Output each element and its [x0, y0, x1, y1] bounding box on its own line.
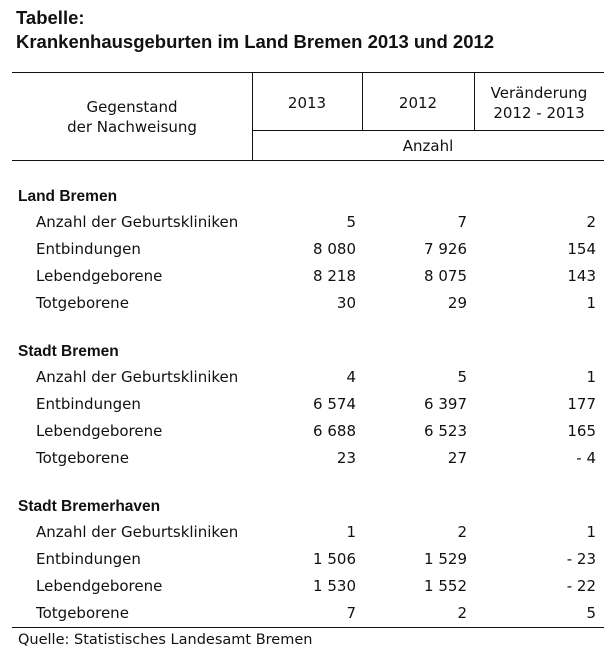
- value-2012: 1 552: [424, 577, 467, 595]
- table-row: [0, 366, 616, 388]
- value-2012: 27: [447, 449, 467, 467]
- value-2012: 5: [457, 368, 467, 386]
- value-2012: 6 397: [424, 395, 467, 413]
- table-row: [0, 292, 616, 314]
- header-subject: [12, 97, 252, 137]
- table-row: [0, 575, 616, 597]
- header-unit: Anzahl: [402, 137, 454, 155]
- header-2012: 2012: [398, 94, 438, 112]
- row-label: Anzahl der Geburtskliniken: [36, 523, 239, 541]
- value-2013: 6 688: [313, 422, 356, 440]
- value-change: 1: [586, 368, 596, 386]
- header-change: [474, 83, 604, 123]
- section-heading: Stadt Bremerhaven: [18, 498, 161, 515]
- value-change: - 22: [566, 577, 596, 595]
- section-heading: Stadt Bremen: [18, 343, 119, 360]
- value-change: 143: [567, 267, 596, 285]
- value-2013: 23: [336, 449, 356, 467]
- value-2012: 1 529: [424, 550, 467, 568]
- table-row: [0, 393, 616, 415]
- header-subject-line-2: der Nachweisung: [67, 118, 197, 136]
- row-label: Totgeborene: [36, 294, 129, 312]
- table-row: [0, 548, 616, 570]
- table-row: [0, 211, 616, 233]
- table-row: [0, 238, 616, 260]
- value-2013: 6 574: [313, 395, 356, 413]
- row-label: Entbindungen: [36, 550, 141, 568]
- value-2013: 1 530: [313, 577, 356, 595]
- value-change: 1: [586, 294, 596, 312]
- header-mid-rule: [252, 130, 604, 131]
- table-row: [0, 447, 616, 469]
- table-row: [0, 265, 616, 287]
- row-label: Anzahl der Geburtskliniken: [36, 368, 239, 386]
- value-change: - 4: [576, 449, 596, 467]
- row-label: Anzahl der Geburtskliniken: [36, 213, 239, 231]
- value-2012: 8 075: [424, 267, 467, 285]
- header-2013: 2013: [287, 94, 327, 112]
- header-top-rule: [12, 72, 604, 73]
- row-label: Totgeborene: [36, 449, 129, 467]
- value-change: 154: [567, 240, 596, 258]
- title-line-2: Krankenhausgeburten im Land Bremen 2013 und 2012: [16, 31, 495, 52]
- value-change: - 23: [566, 550, 596, 568]
- row-label: Totgeborene: [36, 604, 129, 622]
- value-2013: 4: [346, 368, 356, 386]
- value-change: 165: [567, 422, 596, 440]
- header-subject-line-1: Gegenstand: [86, 98, 178, 116]
- value-2012: 2: [457, 523, 467, 541]
- value-2013: 30: [336, 294, 356, 312]
- header-change-line-2: 2012 - 2013: [493, 104, 585, 122]
- value-2012: 29: [447, 294, 467, 312]
- value-change: 177: [567, 395, 596, 413]
- row-label: Entbindungen: [36, 240, 141, 258]
- table-row: [0, 521, 616, 543]
- table-bottom-rule: [12, 627, 604, 628]
- value-2012: 7 926: [424, 240, 467, 258]
- value-2012: 7: [457, 213, 467, 231]
- header-bottom-rule: [12, 160, 604, 161]
- value-change: 5: [586, 604, 596, 622]
- value-2013: 5: [346, 213, 356, 231]
- value-2013: 8 218: [313, 267, 356, 285]
- value-2013: 1 506: [313, 550, 356, 568]
- value-2013: 8 080: [313, 240, 356, 258]
- value-change: 1: [586, 523, 596, 541]
- value-2012: 2: [457, 604, 467, 622]
- value-2012: 6 523: [424, 422, 467, 440]
- row-label: Lebendgeborene: [36, 577, 163, 595]
- table-row: [0, 420, 616, 442]
- title-line-1: Tabelle:: [16, 7, 85, 28]
- row-label: Lebendgeborene: [36, 422, 163, 440]
- table-title: [16, 6, 494, 54]
- value-change: 2: [586, 213, 596, 231]
- value-2013: 7: [346, 604, 356, 622]
- header-change-line-1: Veränderung: [490, 84, 588, 102]
- table-row: [0, 602, 616, 624]
- row-label: Lebendgeborene: [36, 267, 163, 285]
- row-label: Entbindungen: [36, 395, 141, 413]
- section-heading: Land Bremen: [18, 188, 118, 205]
- source-note: Quelle: Statistisches Landesamt Bremen: [18, 632, 313, 648]
- value-2013: 1: [346, 523, 356, 541]
